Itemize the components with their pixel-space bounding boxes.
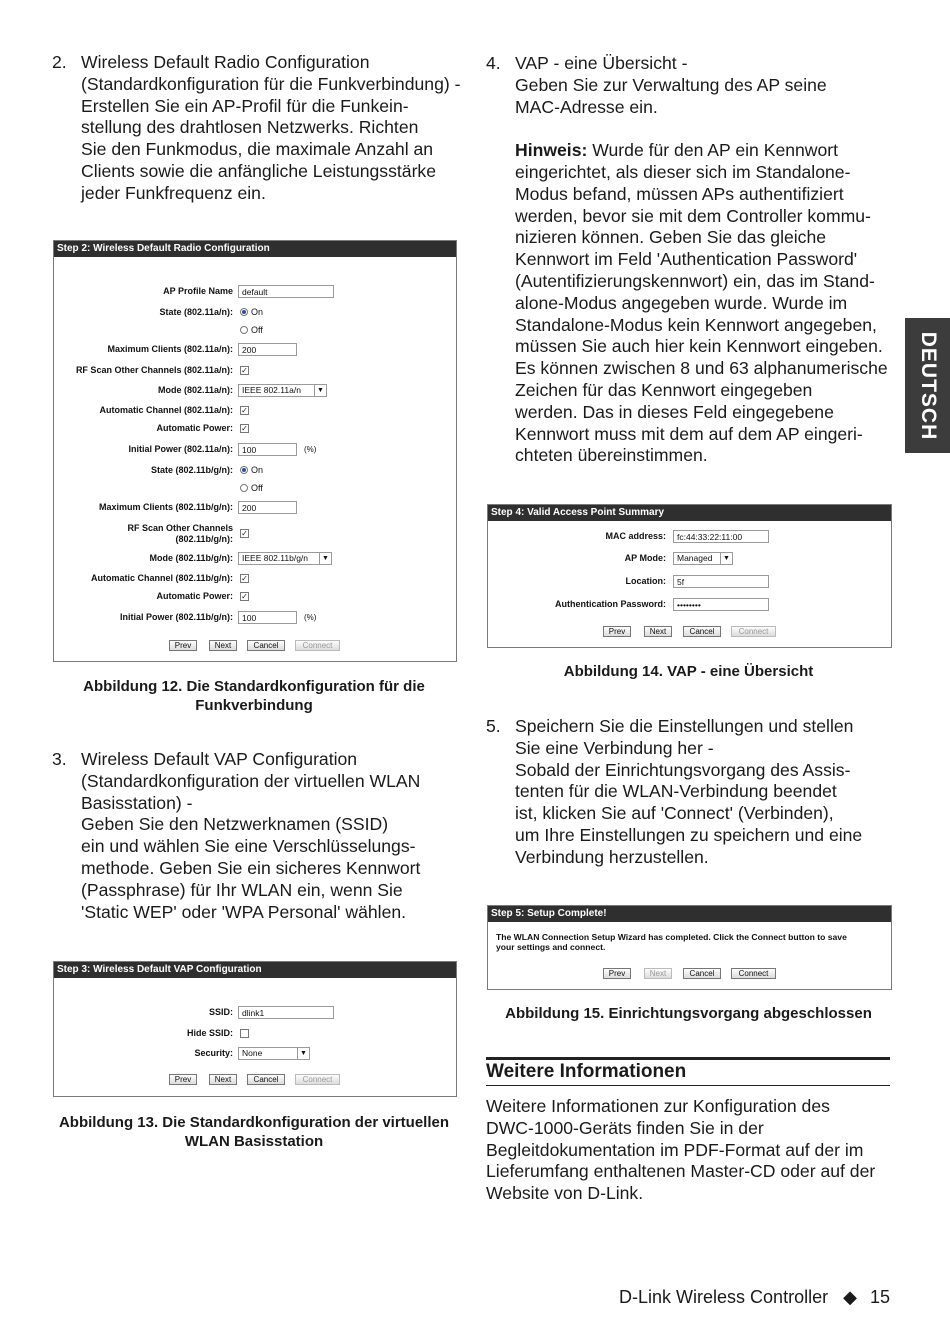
label-auto-power-a: Automatic Power: xyxy=(156,423,233,433)
text-line: Geben Sie den Netzwerknamen (SSID) xyxy=(81,814,389,835)
step-4-text xyxy=(486,53,896,467)
label-mode-b: Mode (802.11b/g/n): xyxy=(149,553,233,563)
text-line: jeder Funkfrequenz ein. xyxy=(81,182,266,203)
completion-message xyxy=(496,932,847,952)
auto-power-b-checkbox[interactable]: ✓ xyxy=(241,592,248,601)
cancel-button[interactable]: Cancel xyxy=(683,968,721,979)
connect-button[interactable]: Connect xyxy=(295,640,340,651)
step-3-text xyxy=(52,749,472,923)
text-line: (Standardkonfiguration für die Funkverbindung) - xyxy=(81,73,461,94)
text-line: (Passphrase) für Ihr WLAN ein, wenn Sie xyxy=(81,879,403,900)
radio-selected-icon xyxy=(240,466,248,474)
text-line: Geben Sie zur Verwaltung des AP seine xyxy=(515,74,827,95)
step-5-text xyxy=(486,716,896,869)
location-input[interactable]: 5f xyxy=(673,575,769,588)
radio-state-a-on[interactable] xyxy=(240,307,263,317)
text-line: eingerichtet, als dieser sich im Standalone- xyxy=(515,161,851,182)
label-max-clients-a: Maximum Clients (802.11a/n): xyxy=(107,344,233,354)
text-line: stellung des drahtlosen Netzwerks. Richten xyxy=(81,117,419,138)
text-line: 'Static WEP' oder 'WPA Personal' wählen. xyxy=(81,901,407,922)
figure-12-screenshot xyxy=(53,240,457,662)
section-rule-bottom xyxy=(486,1085,890,1086)
step-number: 4. xyxy=(486,53,501,73)
radio-label: On xyxy=(251,465,264,475)
label-auto-channel-a: Automatic Channel (802.11a/n): xyxy=(99,405,233,415)
text-line: Wireless Default VAP Configuration xyxy=(81,749,358,769)
label-ssid: SSID: xyxy=(208,1007,233,1017)
label-auto-channel-b: Automatic Channel (802.11b/g/n): xyxy=(90,573,233,583)
figure-15-screenshot xyxy=(487,905,892,990)
radio-state-b-on[interactable] xyxy=(240,465,263,475)
text-line: Kennwort im Feld 'Authentication Password' xyxy=(515,249,858,270)
language-tab-label: DEUTSCH xyxy=(916,331,940,440)
text-line: Sie eine Verbindung her - xyxy=(515,737,714,758)
connect-button[interactable]: Connect xyxy=(295,1074,340,1085)
mode-a-select[interactable] xyxy=(238,384,327,397)
auth-password-input[interactable]: •••••••• xyxy=(673,598,769,611)
text-line: Verbindung herzustellen. xyxy=(515,846,709,867)
caption-line: Funkverbindung xyxy=(195,697,313,714)
language-tab xyxy=(905,318,950,453)
auto-channel-a-checkbox[interactable]: ✓ xyxy=(241,406,248,415)
diamond-icon: ◆ xyxy=(843,1287,857,1307)
rf-scan-a-checkbox[interactable]: ✓ xyxy=(241,366,248,375)
label-hide-ssid: Hide SSID: xyxy=(186,1028,233,1038)
next-button[interactable]: Next xyxy=(209,1074,237,1085)
radio-label: On xyxy=(251,307,264,317)
ap-mode-select[interactable] xyxy=(673,552,733,565)
cancel-button[interactable]: Cancel xyxy=(683,626,721,637)
figure-13-screenshot xyxy=(53,961,457,1097)
radio-state-a-off[interactable] xyxy=(240,325,263,335)
figure-14-screenshot xyxy=(487,504,892,648)
label-ap-profile: AP Profile Name xyxy=(163,286,233,296)
auto-power-a-checkbox[interactable]: ✓ xyxy=(241,424,248,433)
select-value: None xyxy=(242,1048,263,1058)
hint-line xyxy=(515,140,896,162)
section-heading: Weitere Informationen xyxy=(486,1061,687,1082)
label-ap-mode: AP Mode: xyxy=(624,553,666,563)
label-auth-password: Authentication Password: xyxy=(554,599,666,609)
security-select[interactable] xyxy=(238,1047,310,1060)
text-line: Clients sowie die anfängliche Leistungsstärke xyxy=(81,160,437,181)
panel-title: Step 3: Wireless Default VAP Configuration xyxy=(54,962,456,978)
initial-power-b-input[interactable]: 100 xyxy=(238,611,297,624)
text-line: Sobald der Einrichtungsvorgang des Assis- xyxy=(515,759,851,780)
text-line: (Autentifizierungskennwort) ein, das im Stand- xyxy=(515,270,875,291)
step-2-text xyxy=(52,52,472,205)
select-value: Managed xyxy=(677,553,713,563)
hint-label: Hinweis: xyxy=(515,140,588,161)
connect-button[interactable]: Connect xyxy=(731,626,776,637)
radio-state-b-off[interactable] xyxy=(240,483,263,493)
label-security: Security: xyxy=(194,1048,233,1058)
label-line: RF Scan Other Channels xyxy=(127,523,233,533)
text-line: ein und wählen Sie eine Verschlüsselungs- xyxy=(81,836,416,857)
caption-line: Abbildung 13. Die Standardkonfiguration der virtuellen xyxy=(58,1114,450,1131)
caption-line: Abbildung 12. Die Standardkonfiguration für die xyxy=(83,678,425,695)
chevron-down-icon: ▼ xyxy=(720,553,732,564)
footer xyxy=(619,1286,890,1308)
mac-address-input[interactable]: fc:44:33:22:11:00 xyxy=(673,530,769,543)
next-button[interactable]: Next xyxy=(209,640,237,651)
text-line: Wireless Default Radio Configuration xyxy=(81,52,370,72)
cancel-button[interactable]: Cancel xyxy=(247,1074,285,1085)
chevron-down-icon: ▼ xyxy=(297,1048,309,1059)
text-line: Erstellen Sie ein AP-Profil für die Funkein- xyxy=(81,95,409,116)
text-line: werden. Das in dieses Feld eingegebene xyxy=(515,401,834,422)
text-line: Sie den Funkmodus, die maximale Anzahl an xyxy=(81,139,434,160)
text-line: Es können zwischen 8 und 63 alphanumerische xyxy=(515,358,888,379)
text-line: methode. Geben Sie ein sicheres Kennwort xyxy=(81,857,421,878)
text-line: Zeichen für das Kennwort eingegeben xyxy=(515,379,813,400)
text-line: Kennwort muss mit dem auf dem AP eingeri- xyxy=(515,423,863,444)
page-number: 15 xyxy=(869,1287,890,1307)
radio-unselected-icon xyxy=(240,326,248,334)
caption-line: WLAN Basisstation xyxy=(184,1133,324,1150)
radio-label: Off xyxy=(251,325,263,335)
prev-button[interactable]: Prev xyxy=(603,968,631,979)
text-line: werden, bevor sie mit dem Controller kommu- xyxy=(515,205,871,226)
max-clients-a-input[interactable]: 200 xyxy=(238,343,297,356)
text-line: Weitere Informationen zur Konfiguration des xyxy=(486,1096,830,1116)
text-line: Begleitdokumentation im PDF-Format auf der im xyxy=(486,1139,864,1160)
prev-button[interactable]: Prev xyxy=(603,626,631,637)
connect-button[interactable]: Connect xyxy=(731,968,776,979)
text-line: müssen Sie auch hier kein Kennwort eingeben. xyxy=(515,336,883,357)
text-line: alone-Modus angegeben wurde. Wurde im xyxy=(515,292,848,313)
figure-14-caption xyxy=(487,662,890,681)
label-initial-power-a: Initial Power (802.11a/n): xyxy=(128,444,233,454)
unit-percent: (%) xyxy=(304,445,317,454)
text-line: nizieren können. Geben Sie das gleiche xyxy=(515,227,827,248)
label-mac-address: MAC address: xyxy=(605,531,666,541)
prev-button[interactable]: Prev xyxy=(169,640,197,651)
panel-title: Step 2: Wireless Default Radio Configuration xyxy=(54,241,456,257)
ap-profile-name-input[interactable]: default xyxy=(238,285,334,298)
text-line: Modus befand, müssen APs authentifiziert xyxy=(515,183,844,204)
step-number: 2. xyxy=(52,52,67,72)
more-info-text xyxy=(486,1096,896,1205)
unit-percent: (%) xyxy=(304,613,317,622)
label-initial-power-b: Initial Power (802.11b/g/n): xyxy=(119,612,233,622)
figure-12-caption xyxy=(53,677,455,715)
radio-label: Off xyxy=(251,483,263,493)
ssid-input[interactable]: dlink1 xyxy=(238,1006,334,1019)
panel-title: Step 5: Setup Complete! xyxy=(488,906,891,922)
hide-ssid-checkbox[interactable] xyxy=(240,1029,249,1038)
text-line: Standalone-Modus kein Kennwort angegeben, xyxy=(515,314,877,335)
text-line: Speichern Sie die Einstellungen und stellen xyxy=(515,716,854,736)
hint-text: Wurde für den AP ein Kennwort xyxy=(587,140,839,161)
select-value: IEEE 802.11b/g/n xyxy=(242,553,309,563)
text-line: DWC-1000-Geräts finden Sie in der xyxy=(486,1117,764,1138)
text-line: VAP - eine Übersicht - xyxy=(515,53,688,73)
select-value: IEEE 802.11a/n xyxy=(242,385,301,395)
text-line: Website von D-Link. xyxy=(486,1183,644,1204)
footer-product: D-Link Wireless Controller xyxy=(619,1287,829,1307)
chevron-down-icon: ▼ xyxy=(319,553,331,564)
blank-line xyxy=(515,118,896,140)
radio-selected-icon xyxy=(240,308,248,316)
auto-channel-b-checkbox[interactable]: ✓ xyxy=(241,574,248,583)
step-number: 3. xyxy=(52,749,67,769)
text-line: Lieferumfang enthaltenen Master-CD oder auf der xyxy=(486,1161,876,1182)
text-line: (Standardkonfiguration der virtuellen WLAN xyxy=(81,770,421,791)
max-clients-b-input[interactable]: 200 xyxy=(238,501,297,514)
figure-15-caption xyxy=(487,1004,890,1023)
chevron-down-icon: ▼ xyxy=(314,385,326,396)
text-line: MAC-Adresse ein. xyxy=(515,96,658,117)
radio-unselected-icon xyxy=(240,484,248,492)
caption-line: Abbildung 15. Einrichtungsvorgang abgeschlossen xyxy=(505,1005,872,1022)
label-max-clients-b: Maximum Clients (802.11b/g/n): xyxy=(98,502,233,512)
text-line: um Ihre Einstellungen zu speichern und eine xyxy=(515,824,863,845)
rf-scan-b-checkbox[interactable]: ✓ xyxy=(241,529,248,538)
label-auto-power-b: Automatic Power: xyxy=(156,591,233,601)
next-button[interactable]: Next xyxy=(644,626,672,637)
text-line: ist, klicken Sie auf 'Connect' (Verbinden), xyxy=(515,803,834,824)
prev-button[interactable]: Prev xyxy=(169,1074,197,1085)
figure-13-caption xyxy=(45,1113,463,1151)
initial-power-a-input[interactable]: 100 xyxy=(238,443,297,456)
cancel-button[interactable]: Cancel xyxy=(247,640,285,651)
text-line: tenten für die WLAN-Verbindung beendet xyxy=(515,781,837,802)
message-line: your settings and connect. xyxy=(496,942,606,952)
label-state-b: State (802.11b/g/n): xyxy=(150,465,233,475)
label-line: (802.11b/g/n): xyxy=(175,534,233,544)
section-rule-top xyxy=(486,1057,890,1060)
label-rf-scan-b xyxy=(127,523,233,545)
label-location: Location: xyxy=(625,576,666,586)
mode-b-select[interactable] xyxy=(238,552,332,565)
label-rf-scan-a: RF Scan Other Channels (802.11a/n): xyxy=(75,365,233,375)
next-button[interactable]: Next xyxy=(644,968,672,979)
message-line: The WLAN Connection Setup Wizard has completed. Click the Connect button to save xyxy=(496,932,847,942)
caption-line: Abbildung 14. VAP - eine Übersicht xyxy=(563,663,814,680)
panel-title: Step 4: Valid Access Point Summary xyxy=(488,505,891,521)
label-mode-a: Mode (802.11a/n): xyxy=(157,385,233,395)
step-number: 5. xyxy=(486,716,501,736)
label-state-a: State (802.11a/n): xyxy=(159,307,233,317)
text-line: chteten übereinstimmen. xyxy=(515,445,708,466)
text-line: Basisstation) - xyxy=(81,792,193,813)
